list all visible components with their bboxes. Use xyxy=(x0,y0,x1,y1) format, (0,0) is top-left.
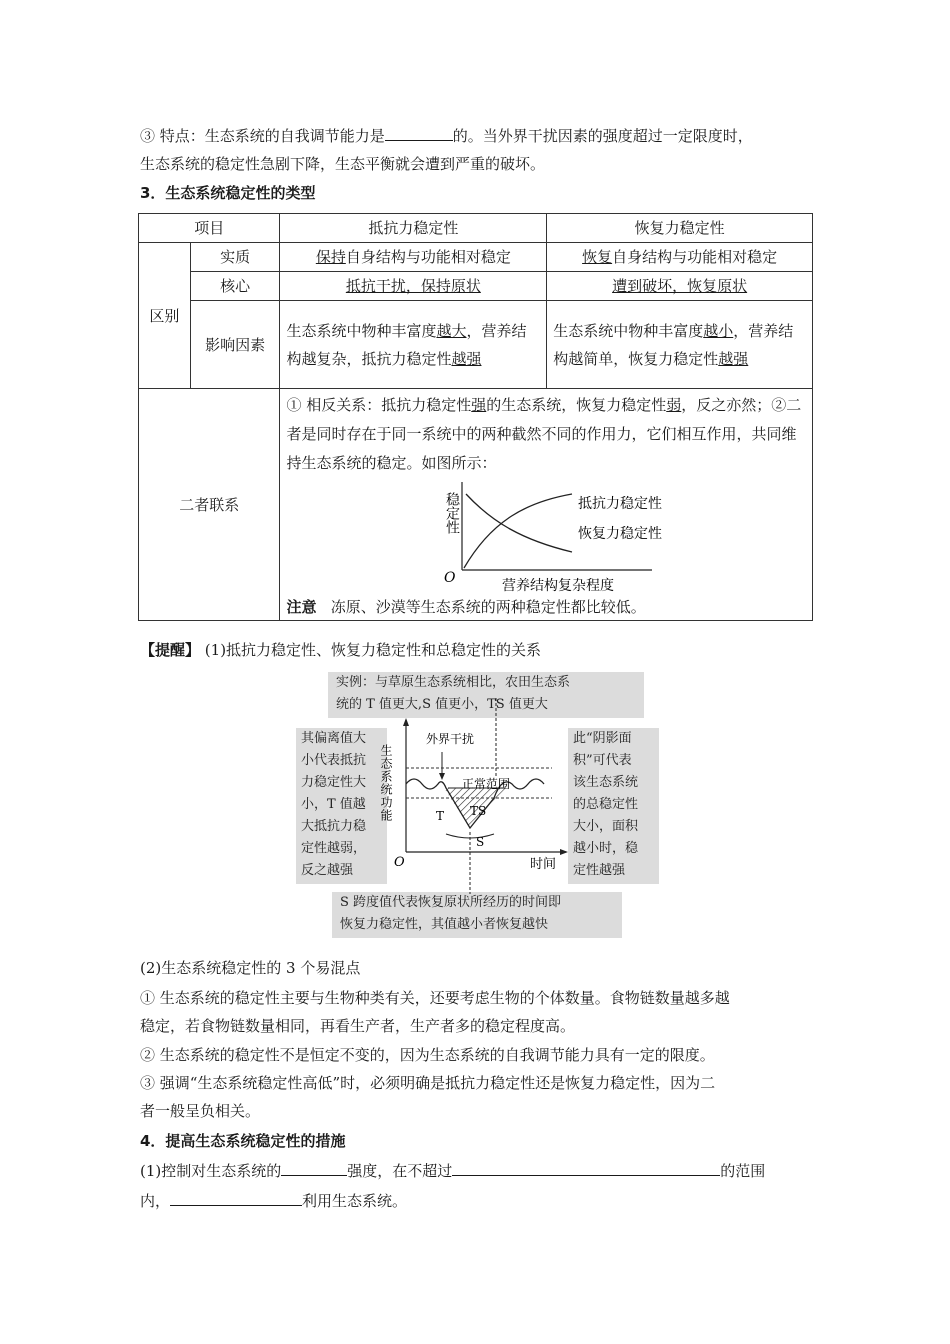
section-4-heading: 4．提高生态系统稳定性的措施 xyxy=(140,1132,346,1150)
box-line: 大小，面积 xyxy=(573,819,639,834)
diagram-ylabel: 生态系统功能 xyxy=(379,744,393,822)
fill-blank[interactable] xyxy=(170,1190,302,1206)
stability-types-table xyxy=(138,213,813,621)
box-line: 小代表抵抗 xyxy=(301,753,367,768)
underlined-term: 遭到破坏，恢复原状 xyxy=(612,277,748,295)
top-box-line: 实例：与草原生态系统相比，农田生态系 xyxy=(336,675,571,690)
y-axis-arrow xyxy=(403,718,409,726)
fill-blank[interactable] xyxy=(385,125,453,141)
figure-left-box xyxy=(296,728,387,884)
row-label-link: 二者联系 xyxy=(139,389,280,621)
cell-text: ，营养结构越复杂，抵抗力稳定性 xyxy=(286,321,527,368)
box-line: 的总稳定性 xyxy=(573,797,639,812)
section-3-heading: 3．生态系统稳定性的类型 xyxy=(140,184,316,202)
t-label: T xyxy=(436,809,445,823)
box-line: 反之越强 xyxy=(301,863,354,878)
measure-line-2 xyxy=(140,1190,407,1211)
fill-blank[interactable] xyxy=(452,1160,720,1176)
table-row-link xyxy=(139,389,813,621)
row-label-core: 核心 xyxy=(190,272,280,301)
header-item: 项目 xyxy=(139,214,280,243)
note-line xyxy=(286,594,806,620)
cell-text: ① 相反关系：抵抗力稳定性 xyxy=(286,396,472,414)
feature-text-b: 的。当外界干扰因素的强度超过一定限度时， xyxy=(452,127,753,145)
disturb-arrowhead xyxy=(439,773,445,780)
measure-text: 的范围 xyxy=(720,1162,766,1180)
box-line: 越小时，稳 xyxy=(573,841,639,856)
cell-text: 生态系统中物种丰富度 xyxy=(553,321,704,340)
feature-line-1 xyxy=(140,125,753,146)
x-axis-arrow xyxy=(560,849,568,855)
chart-xlabel: 营养结构复杂程度 xyxy=(502,578,615,594)
s-label: S xyxy=(476,835,485,849)
diagram-origin: O xyxy=(394,855,405,870)
cell-text: ，反之亦然；②二者是同时存在于同一系统中的两种截然不同的作用力，它们相互作用，共同维持生态系统的稳定。如图所示： xyxy=(286,396,802,472)
confusion-p1-l2: 稳定，若食物链数量相同，再看生产者，生产者多的稳定程度高。 xyxy=(140,1017,576,1035)
left-box-lines xyxy=(301,728,387,882)
underlined-term: 越强 xyxy=(451,349,482,368)
fill-blank[interactable] xyxy=(281,1160,347,1176)
box-line: 小，T 值越 xyxy=(301,797,366,812)
feature-text-a: ③ 特点：生态系统的自我调节能力是 xyxy=(140,127,385,145)
cell-text: 的生态系统，恢复力稳定性 xyxy=(486,396,667,414)
confusion-p2: ② 生态系统的稳定性不是恒定不变的，因为生态系统的自我调节能力具有一定的限度。 xyxy=(140,1046,715,1064)
figure-right-box xyxy=(568,728,659,884)
header-recovery: 恢复力稳定性 xyxy=(547,214,813,243)
box-line: 积”可代表 xyxy=(573,753,632,768)
confusion-title: (2)生态系统稳定性的 3 个易混点 xyxy=(140,959,361,977)
underlined-term: 恢复 xyxy=(582,248,613,266)
row-label-essence: 实质 xyxy=(190,243,280,272)
header-resistance: 抵抗力稳定性 xyxy=(280,214,547,243)
cell-text: 自身结构与功能相对稳定 xyxy=(345,248,511,266)
cell-essence-resist xyxy=(280,243,547,272)
box-line: 定性越强 xyxy=(573,863,626,878)
disturb-label: 外界干扰 xyxy=(426,732,475,746)
table-row-essence xyxy=(139,243,813,272)
cell-link xyxy=(280,389,813,621)
stability-relation-chart xyxy=(432,480,732,592)
cell-core-resist xyxy=(280,272,547,301)
box-line: 其偏离值大 xyxy=(301,731,367,746)
box-line: 此“阴影面 xyxy=(573,731,632,746)
box-line: 力稳定性大 xyxy=(301,775,367,790)
cell-text: ，营养结构越简单，恢复力稳定性 xyxy=(553,321,794,368)
underlined-term: 弱 xyxy=(666,396,682,414)
diagram-xlabel: 时间 xyxy=(530,857,557,872)
cell-factor-recover xyxy=(547,301,813,389)
figure-top-box xyxy=(328,672,644,718)
measure-line-1 xyxy=(140,1160,765,1181)
cell-text: 生态系统中物种丰富度 xyxy=(286,321,437,340)
confusion-p1-l1: ① 生态系统的稳定性主要与生物种类有关，还要考虑生物的个体数量。食物链数量越多越 xyxy=(140,989,730,1007)
underlined-term: 越大 xyxy=(436,321,467,340)
cell-factor-resist xyxy=(280,301,547,389)
underlined-term: 保持 xyxy=(315,248,346,266)
table-row-core xyxy=(139,272,813,301)
underlined-term: 越小 xyxy=(703,321,734,340)
series-label-recovery: 恢复力稳定性 xyxy=(578,526,663,542)
ecosystem-function-diagram xyxy=(379,718,568,890)
tip-label: 【提醒】 xyxy=(140,641,201,659)
table-header-row xyxy=(139,214,813,243)
cell-text: 自身结构与功能相对稳定 xyxy=(612,248,778,266)
bottom-box-line: 恢复力稳定性，其值越小者恢复越快 xyxy=(340,917,549,932)
underlined-term: 强 xyxy=(471,396,487,414)
note-label: 注意 xyxy=(286,598,317,616)
measure-text: 利用生态系统。 xyxy=(302,1192,408,1210)
right-box-lines xyxy=(573,728,659,882)
box-line: 大抵抗力稳 xyxy=(301,819,367,834)
table-row-factor xyxy=(139,301,813,389)
box-line: 该生态系统 xyxy=(573,775,639,790)
bottom-box-line: S 跨度值代表恢复原状所经历的时间即 xyxy=(340,895,562,910)
cell-core-recover xyxy=(547,272,813,301)
chart-origin: O xyxy=(444,570,456,586)
feature-line-2: 生态系统的稳定性急剧下降，生态平衡就会遭到严重的破坏。 xyxy=(140,155,546,173)
series-label-resistance: 抵抗力稳定性 xyxy=(578,496,663,512)
underlined-term: 抵抗干扰，保持原状 xyxy=(345,277,481,295)
figure-bottom-box xyxy=(332,892,622,938)
box-line: 定性越弱， xyxy=(301,841,367,856)
row-group-distinct: 区别 xyxy=(139,243,191,389)
confusion-p3-l2: 者一般呈负相关。 xyxy=(140,1102,261,1120)
cell-essence-recover xyxy=(547,243,813,272)
top-box-line: 统的 T 值更大,S 值更小，TS 值更大 xyxy=(336,697,548,712)
measure-text: (1)控制对生态系统的 xyxy=(140,1162,282,1180)
chart-ylabel: 稳定性 xyxy=(444,492,461,534)
tip-line xyxy=(140,640,541,660)
curve-resistance xyxy=(464,494,572,568)
normal-range-label: 正常范围 xyxy=(462,777,511,791)
measure-text: 内， xyxy=(140,1192,171,1210)
underlined-term: 越强 xyxy=(718,349,749,368)
measure-text: 强度，在不超过 xyxy=(347,1162,453,1180)
ts-label: TS xyxy=(470,804,487,818)
confusion-p3-l1: ③ 强调“生态系统稳定性高低”时，必须明确是抵抗力稳定性还是恢复力稳定性，因为二 xyxy=(140,1074,716,1092)
tip-title: (1)抵抗力稳定性、恢复力稳定性和总稳定性的关系 xyxy=(204,641,542,659)
row-label-factor: 影响因素 xyxy=(190,301,280,389)
note-text: 冻原、沙漠等生态系统的两种稳定性都比较低。 xyxy=(330,598,646,616)
